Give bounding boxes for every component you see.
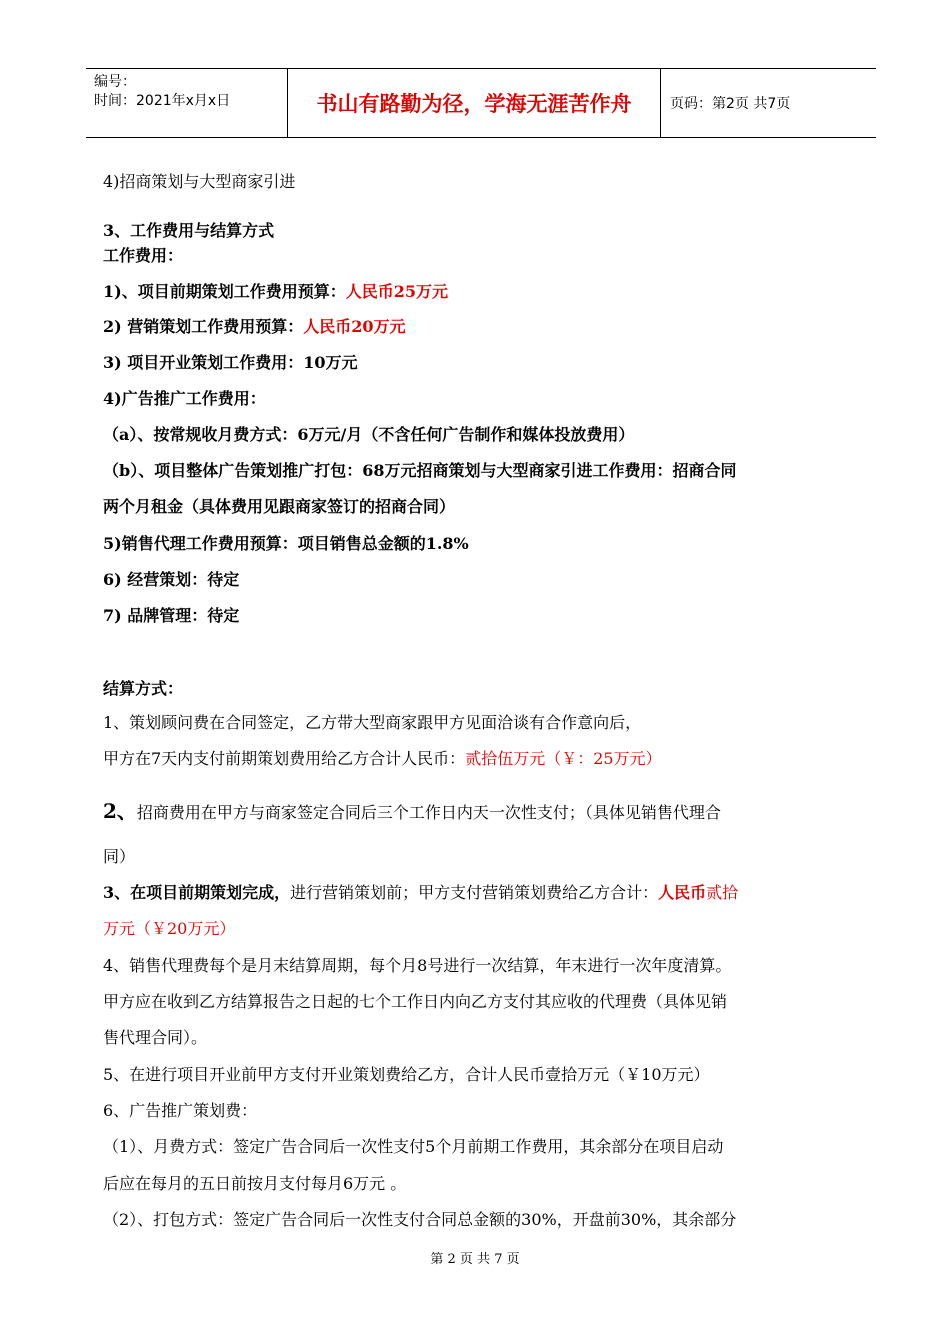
text-line: 1、策划顾问费在合同签定，乙方带大型商家跟甲方见面洽谈有合作意向后， — [103, 713, 642, 732]
text-line: 同） — [103, 847, 136, 866]
page-footer: 第 2 页 共 7 页 — [430, 1252, 520, 1267]
text-line: 3) 项目开业策划工作费用：10万元 — [103, 353, 358, 372]
text-line: （2）、打包方式：签定广告合同后一次性支付合同总金额的30%，开盘前30%，其余部分 — [103, 1210, 737, 1229]
text-line: 7) 品牌管理：待定 — [103, 606, 240, 625]
text-line: 4)招商策划与大型商家引进 — [103, 172, 296, 191]
text-line: 4)广告推广工作费用： — [103, 389, 266, 408]
text-line: 6) 经营策划：待定 — [103, 570, 240, 589]
text-line: （a）、按常规收月费方式：6万元/月（不含任何广告制作和媒体投放费用） — [103, 425, 635, 444]
time-label: 时间：2021年x月x日 — [94, 93, 231, 109]
text-line: 5、在进行项目开业前甲方支付开业策划费给乙方，合计人民币壹拾万元（￥10万元） — [103, 1065, 710, 1084]
text-line: 5)销售代理工作费用预算：项目销售总金额的1.8% — [103, 534, 469, 553]
text-line: （1）、月费方式：签定广告合同后一次性支付5个月前期工作费用，其余部分在项目启动 — [103, 1137, 724, 1156]
text-line: 3、在项目前期策划完成，进行营销策划前；甲方支付营销策划费给乙方合计：人民币贰拾 — [103, 883, 739, 902]
text-line: 2) 营销策划工作费用预算：人民币20万元 — [103, 317, 406, 336]
text-line: 万元（￥20万元） — [103, 919, 236, 938]
header-page-label: 页码：第2页 共7页 — [670, 96, 791, 112]
header-motto: 书山有路勤为径，学海无涯苦作舟 — [287, 69, 661, 137]
page-header — [86, 68, 876, 138]
subheading: 工作费用： — [103, 246, 184, 265]
header-left — [94, 73, 230, 111]
text-line: 后应在每月的五日前按月支付每月6万元 。 — [103, 1174, 407, 1193]
text-line: 甲方在7天内支付前期策划费用给乙方合计人民币：贰拾伍万元（￥：25万元） — [103, 749, 662, 768]
text-line: 4、销售代理费每个是月末结算周期，每个月8号进行一次结算，年末进行一次年度清算。 — [103, 956, 732, 975]
text-line: 售代理合同）。 — [103, 1028, 208, 1047]
text-line: 1)、项目前期策划工作费用预算：人民币25万元 — [103, 282, 448, 301]
text-line: 6、广告推广策划费： — [103, 1101, 258, 1120]
section-heading: 3、工作费用与结算方式 — [103, 221, 275, 240]
number-label: 编号： — [94, 74, 136, 90]
text-line: 两个月租金（具体费用见跟商家签订的招商合同） — [103, 497, 456, 516]
text-line: （b）、项目整体广告策划推广打包：68万元招商策划与大型商家引进工作费用：招商合同 — [103, 461, 737, 480]
text-line: 甲方应在收到乙方结算报告之日起的七个工作日内向乙方支付其应收的代理费（具体见销 — [103, 992, 728, 1011]
text-line: 2、招商费用在甲方与商家签定合同后三个工作日内天一次性支付；（具体见销售代理合 — [103, 799, 721, 823]
subheading: 结算方式： — [103, 679, 184, 698]
